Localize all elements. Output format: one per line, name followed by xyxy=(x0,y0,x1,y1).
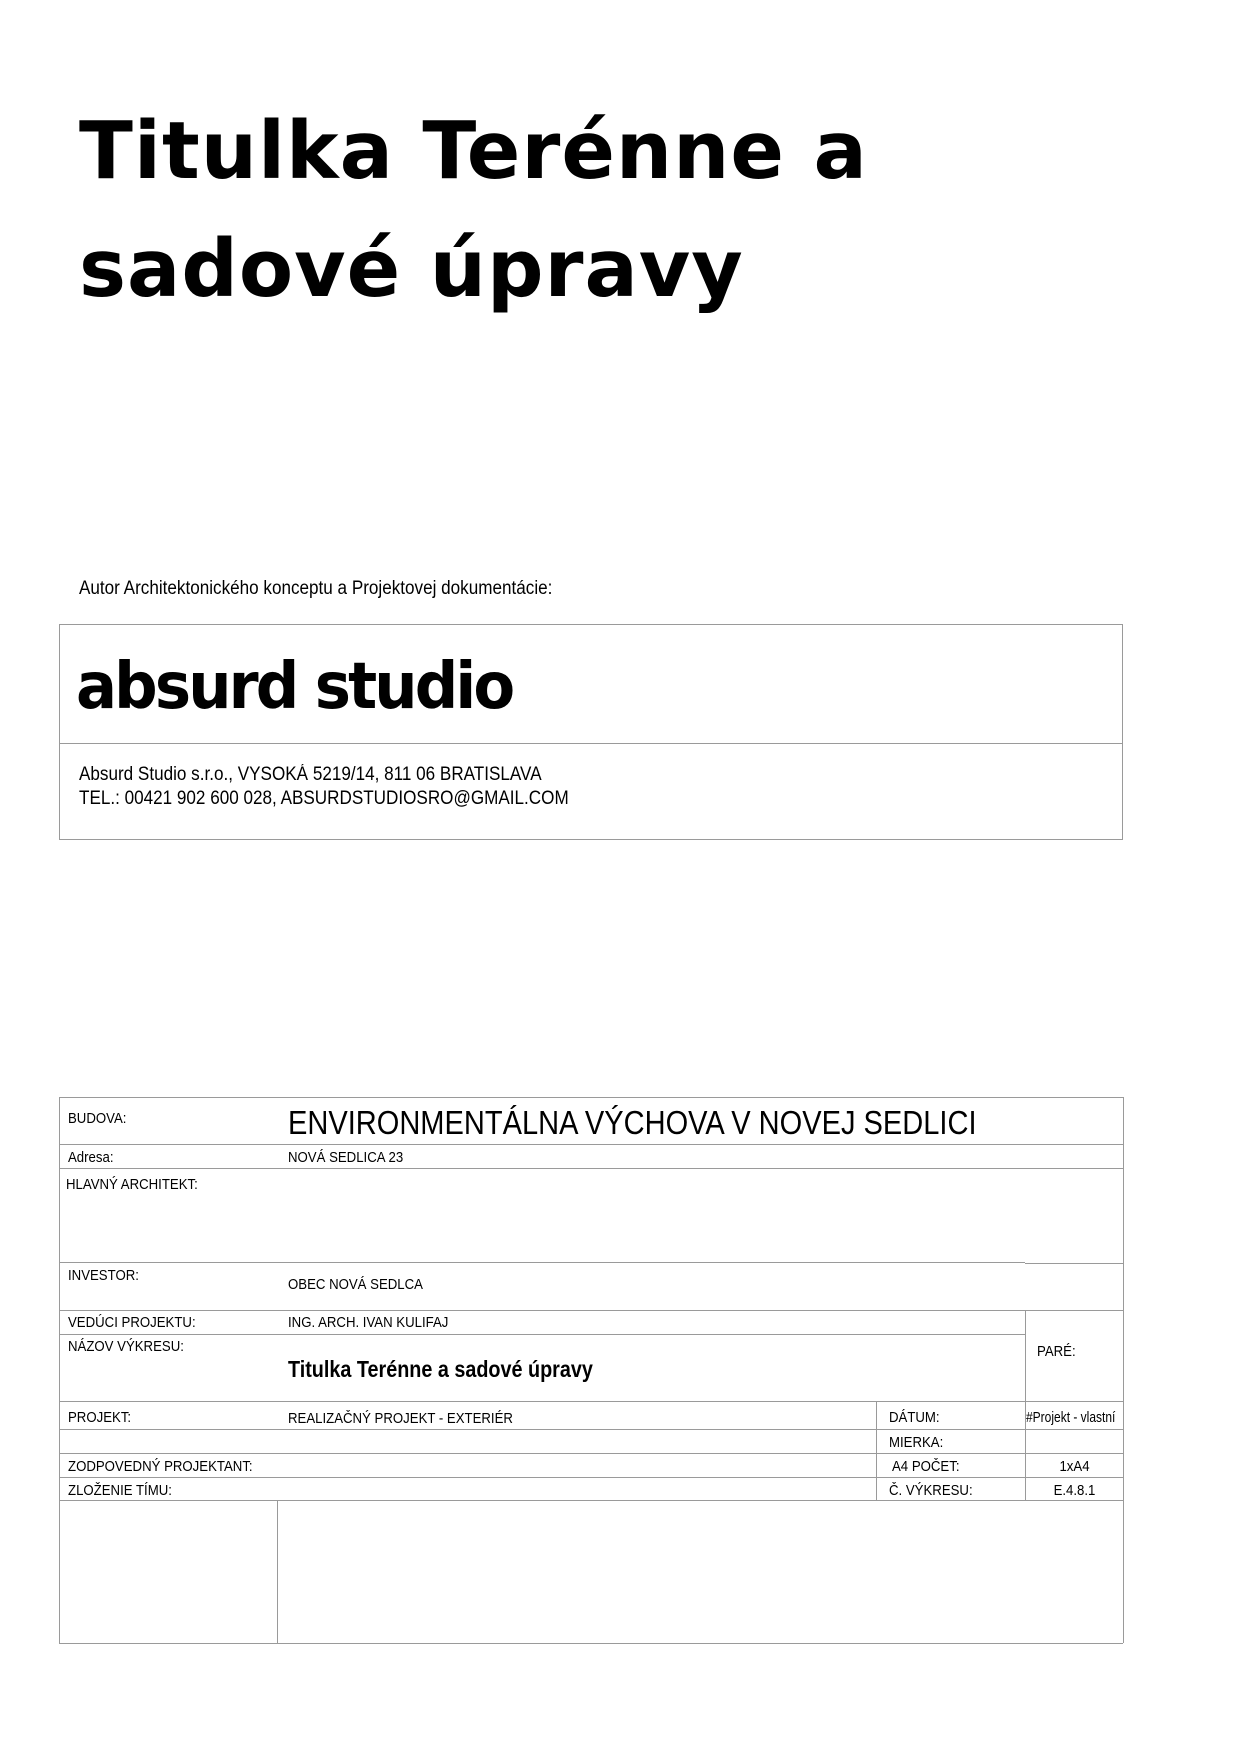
c-vykresu-label: Č. VÝKRESU: xyxy=(889,1482,973,1499)
tb-col-sep xyxy=(1025,1310,1026,1500)
company-address xyxy=(79,763,569,811)
title-line-1: Titulka Terénne a xyxy=(79,105,868,197)
c-vykresu-value: E.4.8.1 xyxy=(1053,1482,1096,1499)
tb-row-sep xyxy=(59,1453,1123,1454)
budova-value: ENVIRONMENTÁLNA VÝCHOVA V NOVEJ SEDLICI xyxy=(288,1104,977,1141)
hlavny-architekt-label: HLAVNÝ ARCHITEKT: xyxy=(66,1176,198,1193)
company-address-line-1: Absurd Studio s.r.o., VYSOKÁ 5219/14, 811 06 BRATISLAVA xyxy=(79,764,542,785)
projekt-label: PROJEKT: xyxy=(68,1409,132,1426)
budova-label: BUDOVA: xyxy=(68,1110,127,1127)
tb-row-sep xyxy=(59,1477,1123,1478)
mierka-label: MIERKA: xyxy=(889,1434,944,1451)
author-label: Autor Architektonického konceptu a Projektovej dokumentácie: xyxy=(79,578,553,599)
tb-row-sep xyxy=(1025,1263,1123,1264)
veduci-projektu-value: ING. ARCH. IVAN KULIFAJ xyxy=(288,1314,449,1331)
datum-label: DÁTUM: xyxy=(889,1409,940,1426)
company-address-line-2: TEL.: 00421 902 600 028, ABSURDSTUDIOSRO@GMAIL.COM xyxy=(79,788,569,809)
page-title xyxy=(79,92,1079,328)
adresa-value: NOVÁ SEDLICA 23 xyxy=(288,1149,404,1166)
a4-pocet-label: A4 POČET: xyxy=(892,1458,960,1475)
adresa-label: Adresa: xyxy=(68,1149,114,1166)
tb-row-sep xyxy=(59,1500,1123,1501)
nazov-vykresu-value: Titulka Terénne a sadové úpravy xyxy=(288,1356,593,1382)
datum-value: #Projekt - vlastní xyxy=(1026,1409,1116,1426)
tb-line-right xyxy=(1123,1097,1124,1643)
tb-row-sep xyxy=(59,1168,1123,1169)
zodpovedny-projektant-label: ZODPOVEDNÝ PROJEKTANT: xyxy=(68,1458,253,1475)
tb-row-sep xyxy=(59,1262,1025,1263)
a4-pocet-value: 1xA4 xyxy=(1059,1458,1090,1475)
company-logo: absurd studio xyxy=(76,650,513,724)
veduci-projektu-label: VEDÚCI PROJEKTU: xyxy=(68,1314,196,1331)
projekt-value: REALIZAČNÝ PROJEKT - EXTERIÉR xyxy=(288,1410,513,1427)
tb-row-sep xyxy=(59,1401,1123,1402)
tb-row-sep xyxy=(59,1310,1123,1311)
title-line-2: sadové úpravy xyxy=(79,223,744,315)
tb-row-sep xyxy=(59,1334,1025,1335)
tb-line-bottom xyxy=(59,1643,1123,1644)
nazov-vykresu-label: NÁZOV VÝKRESU: xyxy=(68,1338,184,1355)
tb-line-left xyxy=(59,1097,60,1643)
zlozenie-timu-label: ZLOŽENIE TÍMU: xyxy=(68,1482,172,1499)
pare-label: PARÉ: xyxy=(1037,1343,1076,1360)
investor-value: OBEC NOVÁ SEDLCA xyxy=(288,1276,423,1293)
investor-label: INVESTOR: xyxy=(68,1267,139,1284)
tb-row-sep xyxy=(59,1144,1123,1145)
company-box-divider xyxy=(59,743,1123,744)
tb-line-top xyxy=(59,1097,1123,1098)
tb-col-sep xyxy=(277,1500,278,1643)
tb-row-sep xyxy=(59,1429,1123,1430)
tb-col-sep xyxy=(876,1401,877,1500)
